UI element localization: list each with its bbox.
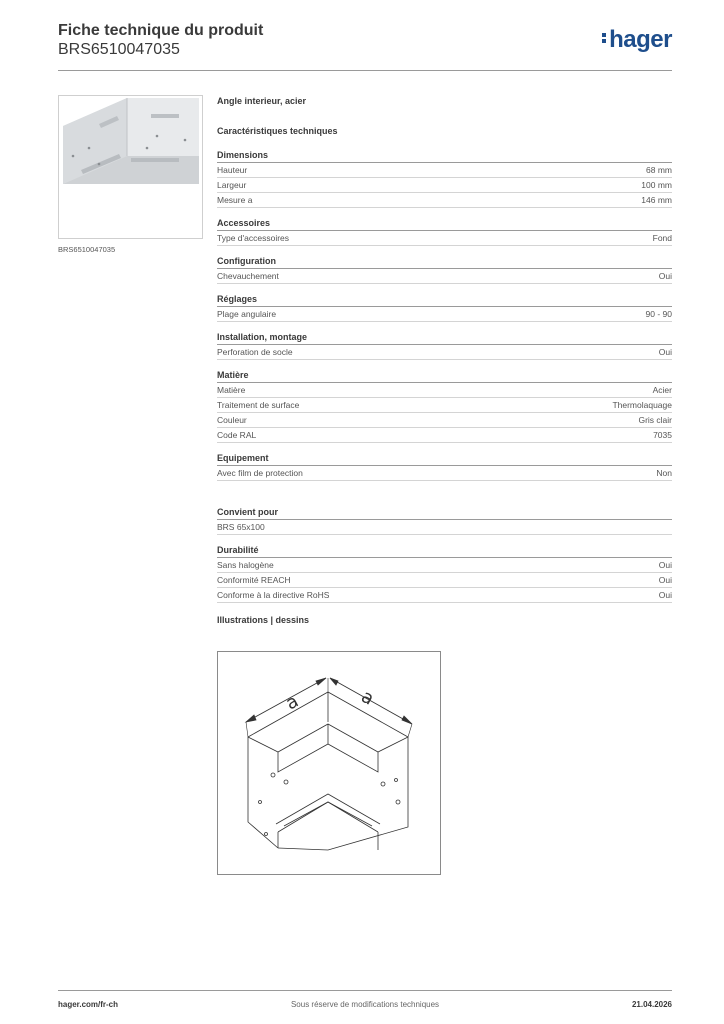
logo-text: hager: [609, 26, 672, 53]
spec-label: Conformité REACH: [217, 575, 291, 585]
hager-logo[interactable]: [602, 26, 672, 54]
spec-value: Oui: [658, 347, 672, 357]
spec-label: Plage angulaire: [217, 309, 277, 319]
spec-value: Oui: [658, 575, 672, 585]
product-photo: [59, 96, 202, 238]
spec-value: Oui: [658, 271, 672, 281]
spec-section: [217, 505, 672, 535]
spec-label: Sans halogène: [217, 560, 274, 570]
spec-row: [217, 193, 672, 208]
footer-website-link[interactable]: hager.com/fr-ch: [58, 1000, 119, 1009]
spec-value: Fond: [652, 233, 672, 243]
logo-dots-icon: [602, 31, 607, 45]
page-header: [58, 20, 672, 71]
compat-sections: [217, 505, 672, 603]
spec-label: Couleur: [217, 415, 247, 425]
page-footer: [58, 990, 672, 1015]
section-title: Durabilité: [217, 543, 672, 558]
spec-label: Matière: [217, 385, 246, 395]
spec-row: [217, 383, 672, 398]
spec-content: [217, 92, 672, 627]
section-title: Dimensions: [217, 148, 672, 163]
spec-row: [217, 466, 672, 481]
section-title: Equipement: [217, 451, 672, 466]
spec-section: [217, 292, 672, 322]
spec-label: Traitement de surface: [217, 400, 300, 410]
spec-label: Mesure a: [217, 195, 253, 205]
product-thumbnail: [58, 95, 203, 239]
spec-row: [217, 178, 672, 193]
spec-value: Non: [656, 468, 672, 478]
spec-row: [217, 269, 672, 284]
spec-row: [217, 573, 672, 588]
spec-row: [217, 345, 672, 360]
spec-label: Perforation de socle: [217, 347, 293, 357]
spec-value: 7035: [653, 430, 672, 440]
spec-section: [217, 451, 672, 481]
section-title: Configuration: [217, 254, 672, 269]
document-title: Fiche technique du produit: [58, 22, 264, 39]
spec-label: Conforme à la directive RoHS: [217, 590, 330, 600]
spec-value: 90 - 90: [645, 309, 672, 319]
spec-row: [217, 307, 672, 322]
spec-section: [217, 216, 672, 246]
spec-value: Acier: [652, 385, 672, 395]
spec-label: Code RAL: [217, 430, 257, 440]
spec-section: [217, 543, 672, 603]
spec-row: [217, 231, 672, 246]
spec-label: Largeur: [217, 180, 247, 190]
spec-label: BRS 65x100: [217, 522, 265, 532]
spec-value: Oui: [658, 560, 672, 570]
thumbnail-caption: BRS6510047035: [58, 245, 116, 254]
product-code: BRS6510047035: [58, 41, 180, 58]
spec-label: Avec film de protection: [217, 468, 303, 478]
spec-value: 68 mm: [646, 165, 672, 175]
section-title: Réglages: [217, 292, 672, 307]
spec-value: 146 mm: [641, 195, 672, 205]
spec-value: 100 mm: [641, 180, 672, 190]
spec-row: [217, 398, 672, 413]
section-title: Installation, montage: [217, 330, 672, 345]
footer-disclaimer: Sous réserve de modifications techniques: [290, 1000, 440, 1009]
spec-section: [217, 254, 672, 284]
spec-row: [217, 520, 672, 535]
spec-row: [217, 588, 672, 603]
spec-section: [217, 148, 672, 208]
product-name: Angle interieur, acier: [217, 96, 307, 106]
spec-row: [217, 428, 672, 443]
spec-sections: [217, 148, 672, 481]
spec-row: [217, 558, 672, 573]
tech-characteristics-title: Caractéristiques techniques: [217, 126, 338, 136]
spec-value: Oui: [658, 590, 672, 600]
spec-value: Thermolaquage: [612, 400, 672, 410]
dimension-label-left: a: [282, 690, 303, 715]
spec-row: [217, 163, 672, 178]
section-title: Matière: [217, 368, 672, 383]
spec-row: [217, 413, 672, 428]
footer-date: 21.04.2026: [631, 1000, 672, 1009]
angle-drawing: [218, 652, 440, 874]
spec-label: Type d'accessoires: [217, 233, 290, 243]
illustrations-title: Illustrations | dessins: [217, 615, 310, 625]
section-title: Convient pour: [217, 505, 672, 520]
spec-label: Hauteur: [217, 165, 248, 175]
dimension-label-right: a: [357, 686, 378, 710]
spec-section: [217, 330, 672, 360]
spec-section: [217, 368, 672, 443]
spec-label: Chevauchement: [217, 271, 279, 281]
technical-drawing: [217, 651, 441, 875]
spec-value: Gris clair: [638, 415, 672, 425]
section-title: Accessoires: [217, 216, 672, 231]
